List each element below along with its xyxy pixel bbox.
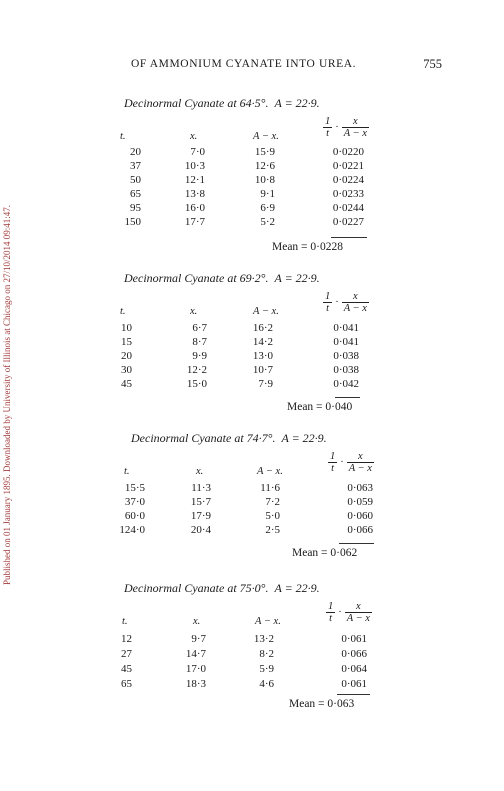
rate-formula-header: $\frac{1}{t}$ · $\frac{x}{A - x}$ <box>325 116 367 139</box>
cell-rate: 0·059 <box>347 496 373 508</box>
rate-formula-header: $\frac{1}{t}$ · $\frac{x}{A - x}$ <box>328 601 370 624</box>
cell-a-minus-x: 14·2 <box>252 336 273 348</box>
cell-x: 16·0 <box>184 202 205 214</box>
table-row <box>0 160 504 174</box>
cell-rate: 0·060 <box>347 510 373 522</box>
table-caption: Decinormal Cyanate at 69·2°. A = 22·9. <box>124 271 320 285</box>
table-row <box>0 146 504 160</box>
cell-x: 17·9 <box>190 510 211 522</box>
page-number: 755 <box>423 57 442 71</box>
cell-rate: 0·0227 <box>332 216 364 228</box>
cell-x: 18·3 <box>185 678 206 690</box>
cell-rate: 0·064 <box>341 663 367 675</box>
cell-rate: 0·041 <box>333 322 359 334</box>
cell-t: 20 <box>121 350 132 362</box>
cell-t: 15·5 <box>124 482 145 494</box>
cell-t: 37 <box>130 160 141 172</box>
page-header <box>0 58 504 74</box>
cell-x: 9·7 <box>191 633 206 645</box>
cell-rate: 0·0224 <box>332 174 364 186</box>
mean-value: Mean = 0·040 <box>287 401 353 413</box>
column-x: x. <box>193 616 201 627</box>
cell-a-minus-x: 9·1 <box>260 188 275 200</box>
mean-rule <box>335 397 360 398</box>
column-a-minus-x: A − x. <box>255 616 281 627</box>
cell-rate: 0·0244 <box>332 202 364 214</box>
download-watermark: Published on 01 January 1895. Downloaded by University of Illinois at Chicago on 27/10/2014 09:41:47. <box>2 205 12 585</box>
cell-a-minus-x: 8·2 <box>259 648 274 660</box>
cell-x: 17·7 <box>184 216 205 228</box>
table-row <box>0 378 504 392</box>
cell-a-minus-x: 13·2 <box>253 633 274 645</box>
cell-rate: 0·066 <box>347 524 373 536</box>
cell-x: 6·7 <box>192 322 207 334</box>
cell-rate: 0·0233 <box>332 188 364 200</box>
running-title: OF AMMONIUM CYANATE INTO UREA. <box>131 58 357 70</box>
table-caption: Decinormal Cyanate at 64·5°. A = 22·9. <box>124 96 320 110</box>
mean-rule <box>331 237 367 238</box>
cell-x: 12·1 <box>184 174 205 186</box>
table-row <box>0 364 504 378</box>
cell-t: 150 <box>124 216 141 228</box>
cell-x: 11·3 <box>191 482 211 494</box>
cell-x: 14·7 <box>185 648 206 660</box>
column-a-minus-x: A − x. <box>253 131 279 142</box>
cell-t: 65 <box>130 188 141 200</box>
cell-a-minus-x: 5·9 <box>259 663 274 675</box>
cell-a-minus-x: 13·0 <box>252 350 273 362</box>
cell-rate: 0·061 <box>341 633 367 645</box>
cell-a-minus-x: 10·8 <box>254 174 275 186</box>
column-a-minus-x: A − x. <box>257 466 283 477</box>
column-t: t. <box>124 466 130 477</box>
mean-value: Mean = 0·063 <box>289 698 355 710</box>
cell-t: 45 <box>121 663 132 675</box>
cell-x: 7·0 <box>190 146 205 158</box>
table-row <box>0 202 504 216</box>
mean-value: Mean = 0·062 <box>292 547 358 559</box>
cell-rate: 0·038 <box>333 364 359 376</box>
table-row <box>0 216 504 230</box>
column-t: t. <box>120 131 126 142</box>
table-row <box>0 188 504 202</box>
cell-x: 15·0 <box>186 378 207 390</box>
cell-rate: 0·066 <box>341 648 367 660</box>
cell-x: 17·0 <box>185 663 206 675</box>
mean-rule <box>339 543 374 544</box>
table-row <box>0 322 504 336</box>
column-x: x. <box>196 466 204 477</box>
table-caption: Decinormal Cyanate at 75·0°. A = 22·9. <box>124 581 320 595</box>
cell-t: 20 <box>130 146 141 158</box>
rate-formula-header: $\frac{1}{t}$ · $\frac{x}{A - x}$ <box>330 451 372 474</box>
cell-x: 13·8 <box>184 188 205 200</box>
cell-x: 10·3 <box>184 160 205 172</box>
cell-t: 10 <box>121 322 132 334</box>
cell-x: 9·9 <box>192 350 207 362</box>
cell-x: 20·4 <box>190 524 211 536</box>
cell-a-minus-x: 6·9 <box>260 202 275 214</box>
cell-rate: 0·0221 <box>332 160 364 172</box>
table-row <box>0 663 504 677</box>
cell-rate: 0·0220 <box>332 146 364 158</box>
rate-formula-header: $\frac{1}{t}$ · $\frac{x}{A - x}$ <box>325 291 367 314</box>
cell-t: 124·0 <box>119 524 145 536</box>
cell-rate: 0·061 <box>341 678 367 690</box>
column-a-minus-x: A − x. <box>253 306 279 317</box>
cell-x: 15·7 <box>190 496 211 508</box>
cell-t: 15 <box>121 336 132 348</box>
cell-a-minus-x: 11·6 <box>260 482 280 494</box>
cell-rate: 0·041 <box>333 336 359 348</box>
cell-t: 50 <box>130 174 141 186</box>
table-caption: Decinormal Cyanate at 74·7°. A = 22·9. <box>131 431 327 445</box>
cell-a-minus-x: 5·2 <box>260 216 275 228</box>
cell-t: 95 <box>130 202 141 214</box>
table-row <box>0 633 504 647</box>
cell-x: 8·7 <box>192 336 207 348</box>
cell-a-minus-x: 10·7 <box>252 364 273 376</box>
table-row <box>0 510 504 524</box>
cell-t: 45 <box>121 378 132 390</box>
cell-t: 12 <box>121 633 132 645</box>
table-row <box>0 350 504 364</box>
cell-a-minus-x: 15·9 <box>254 146 275 158</box>
column-x: x. <box>190 306 198 317</box>
cell-rate: 0·038 <box>333 350 359 362</box>
mean-value: Mean = 0·0228 <box>272 241 343 253</box>
cell-t: 30 <box>121 364 132 376</box>
column-t: t. <box>122 616 128 627</box>
cell-a-minus-x: 5·0 <box>265 510 280 522</box>
cell-a-minus-x: 4·6 <box>259 678 274 690</box>
cell-a-minus-x: 2·5 <box>265 524 280 536</box>
cell-t: 60·0 <box>124 510 145 522</box>
table-row <box>0 482 504 496</box>
column-x: x. <box>190 131 198 142</box>
cell-a-minus-x: 16·2 <box>252 322 273 334</box>
table-row <box>0 496 504 510</box>
column-t: t. <box>120 306 126 317</box>
table-row <box>0 524 504 538</box>
cell-a-minus-x: 12·6 <box>254 160 275 172</box>
table-row <box>0 648 504 662</box>
cell-a-minus-x: 7·9 <box>258 378 273 390</box>
cell-t: 65 <box>121 678 132 690</box>
table-row <box>0 678 504 692</box>
table-row <box>0 336 504 350</box>
cell-a-minus-x: 7·2 <box>265 496 280 508</box>
mean-rule <box>337 694 370 695</box>
cell-rate: 0·042 <box>333 378 359 390</box>
cell-t: 27 <box>121 648 132 660</box>
cell-t: 37·0 <box>124 496 145 508</box>
table-row <box>0 174 504 188</box>
cell-rate: 0·063 <box>347 482 373 494</box>
cell-x: 12·2 <box>186 364 207 376</box>
